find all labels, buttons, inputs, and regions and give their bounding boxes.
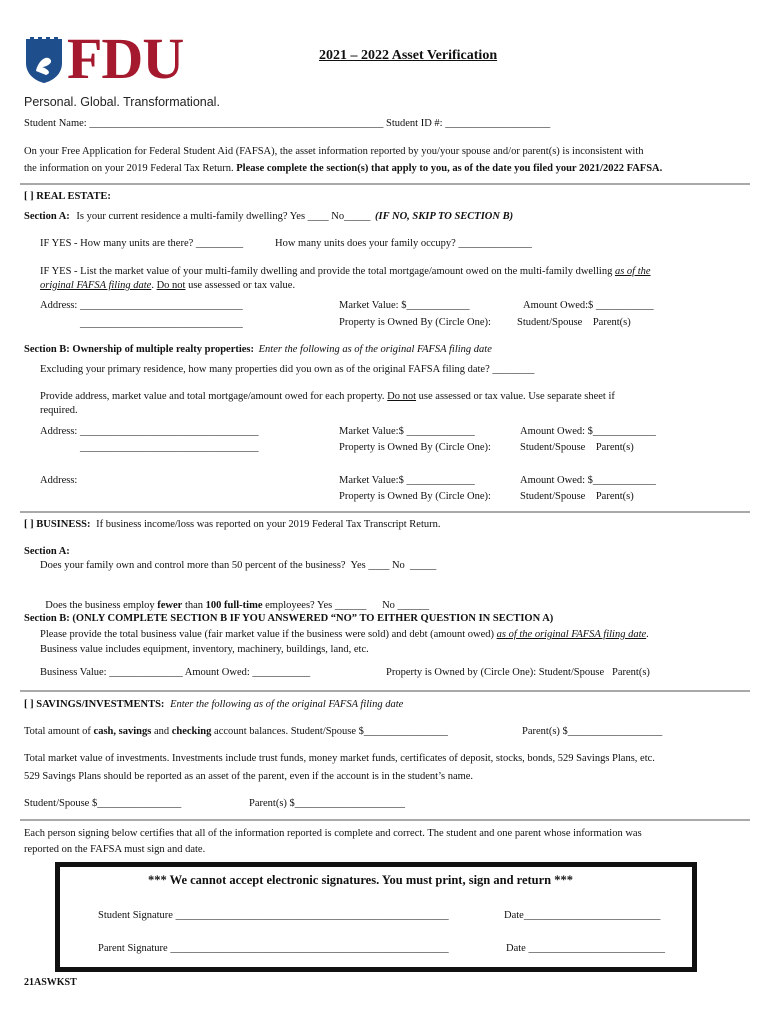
cash-savings-parent-field[interactable]: Parent(s) $__________________ (522, 726, 663, 737)
instruction-date-ref: as of the (614, 266, 651, 277)
property1-amount-owed-field[interactable]: Amount Owed: $____________ (520, 426, 656, 437)
provide-instruction-1 (40, 390, 615, 404)
property2-amount-owed-field[interactable]: Amount Owed: $____________ (520, 475, 656, 486)
business-heading-row (24, 518, 441, 532)
business-section-b-heading: Section B: (ONLY COMPLETE SECTION B IF YOU ANSWERED “NO” TO EITHER QUESTION IN SECTION A) (24, 613, 554, 624)
student-date-field[interactable]: Date__________________________ (504, 910, 661, 921)
business-value-instruction-2: Business value includes equipment, inventory, machinery, buildings, land, etc. (40, 644, 369, 655)
residence-owner-options[interactable]: Student/Spouse Parent(s) (517, 317, 631, 328)
fewer-emphasis: fewer (157, 600, 183, 612)
property2-market-value-field[interactable]: Market Value:$ _____________ (339, 475, 475, 486)
residence-market-value-field[interactable]: Market Value: $____________ (339, 300, 470, 311)
business-control-question[interactable]: Does your family own and control more than 50 percent of the business? Yes ____ No _____ (40, 560, 437, 571)
business-employee-question[interactable] (40, 585, 429, 613)
residence-owned-by-label: Property is Owned By (Circle One): (339, 317, 491, 328)
tagline: Personal. Global. Transformational. (24, 95, 220, 109)
units-total-field[interactable]: IF YES - How many units are there? _________ (40, 238, 244, 249)
real-estate-section-a (24, 210, 513, 224)
residence-address-field-2[interactable]: _______________________________ (80, 318, 243, 329)
intro-line-2 (24, 162, 662, 176)
investments-description-2: 529 Savings Plans should be reported as an asset of the parent, even if the account is in the student’s name. (24, 771, 474, 782)
property1-address-field[interactable]: Address: __________________________________ (40, 426, 259, 437)
multi-family-question[interactable]: Is your current residence a multi-family dwelling? Yes ____ No_____ (76, 211, 371, 222)
instruction-text: . (646, 629, 649, 640)
question-text: employees? Yes ______ No ______ (262, 600, 430, 612)
section-b-instruction: Enter the following as of the original FAFSA filing date (258, 344, 492, 355)
field-text: Total amount of (24, 726, 94, 737)
investments-description-1: Total market value of investments. Investments include trust funds, money market funds, certificates of deposit, stocks, bonds, 529 Savings Plans, etc. (24, 753, 655, 764)
business-heading-note: If business income/loss was reported on your 2019 Federal Tax Transcript Return. (96, 519, 441, 530)
do-not-emphasis: Do not (156, 280, 186, 291)
form-code: 21ASWKST (24, 977, 77, 988)
divider (20, 511, 750, 513)
instruction-text: use assessed or tax value. (185, 280, 296, 291)
parent-date-field[interactable]: Date __________________________ (506, 943, 665, 954)
parent-signature-field[interactable]: Parent Signature _____________________________________________________ (98, 943, 449, 954)
divider (20, 690, 750, 692)
full-time-emphasis: 100 full-time (205, 600, 263, 612)
divider (20, 819, 750, 821)
field-text: account balances. Student/Spouse $________________ (211, 726, 448, 737)
savings-heading[interactable]: [ ] SAVINGS/INVESTMENTS: (24, 699, 165, 710)
property-count-field[interactable]: Excluding your primary residence, how many properties did you own as of the original FAFSA filing date? ________ (40, 364, 535, 375)
market-value-instruction-2 (40, 279, 295, 293)
real-estate-heading[interactable]: [ ] REAL ESTATE: (24, 191, 111, 202)
student-signature-field[interactable]: Student Signature ____________________________________________________ (98, 910, 449, 921)
investments-student-field[interactable]: Student/Spouse $________________ (24, 798, 182, 809)
instruction-text: use assessed or tax value. Use separate sheet if (416, 391, 615, 402)
question-text: than (182, 600, 206, 612)
business-value-field[interactable]: Business Value: ______________ Amount Owed: ___________ (40, 667, 311, 678)
intro-instruction: Please complete the section(s) that apply to you, as of the date you filed your 2021/2022 FAFSA. (236, 163, 663, 174)
savings-instruction: Enter the following as of the original FAFSA filing date (170, 699, 404, 710)
student-name-field[interactable]: Student Name: ________________________________________________________ (24, 118, 384, 129)
units-occupied-field[interactable]: How many units does your family occupy? ______________ (275, 238, 532, 249)
checking-emphasis: checking (171, 726, 212, 737)
cash-savings-emphasis: cash, savings (93, 726, 152, 737)
field-text: and (151, 726, 172, 737)
instruction-text: Please provide the total business value (fair market value if the business were sold) and debt (amount owed) (40, 629, 497, 640)
investments-parent-field[interactable]: Parent(s) $_____________________ (249, 798, 406, 809)
market-value-instruction-1 (40, 265, 651, 279)
business-section-a-label: Section A: (24, 546, 70, 557)
residence-address-field[interactable]: Address: _______________________________ (40, 300, 243, 311)
intro-line-1: On your Free Application for Federal Student Aid (FAFSA), the asset information reported by you/your spouse and/or parent(s) is inconsistent with (24, 146, 644, 157)
instruction-text: IF YES - List the market value of your multi-family dwelling and provide the total mortgage/amount owed on the multi-family dwelling (40, 266, 615, 277)
property1-owner-options[interactable]: Student/Spouse Parent(s) (520, 442, 634, 453)
logo-wordmark: FDU (67, 26, 184, 91)
fdu-shield-logo-icon (24, 37, 64, 84)
instruction-text: . (151, 280, 157, 291)
property1-address-field-2[interactable]: __________________________________ (80, 442, 259, 453)
property1-owned-by-label: Property is Owned By (Circle One): (339, 442, 491, 453)
provide-instruction-2: required. (40, 405, 78, 416)
property2-owned-by-label: Property is Owned By (Circle One): (339, 491, 491, 502)
property2-owner-options[interactable]: Student/Spouse Parent(s) (520, 491, 634, 502)
residence-amount-owed-field[interactable]: Amount Owed:$ ___________ (523, 300, 654, 311)
skip-instruction: (IF NO, SKIP TO SECTION B) (375, 211, 514, 222)
student-id-field[interactable]: Student ID #: ____________________ (386, 118, 551, 129)
real-estate-section-b (24, 343, 492, 357)
section-a-label: Section A: (24, 211, 70, 222)
instruction-date-ref: as of the original FAFSA filing date (496, 629, 647, 640)
certification-line-2: reported on the FAFSA must sign and date. (24, 844, 206, 855)
page-title: 2021 – 2022 Asset Verification (319, 48, 498, 63)
cash-savings-field[interactable] (24, 725, 448, 739)
divider (20, 183, 750, 185)
do-not-emphasis: Do not (387, 391, 417, 402)
certification-line-1: Each person signing below certifies that all of the information reported is complete and correct. The student and one parent whose information was (24, 828, 642, 839)
business-owner-options[interactable]: Property is Owned by (Circle One): Student/Spouse Parent(s) (386, 667, 650, 678)
question-text: Does the business employ (45, 600, 158, 612)
instruction-text: Provide address, market value and total mortgage/amount owed for each property. (40, 391, 388, 402)
instruction-date-ref: original FAFSA filing date (40, 280, 152, 291)
property2-address-field[interactable]: Address: (40, 475, 78, 486)
property1-market-value-field[interactable]: Market Value:$ _____________ (339, 426, 475, 437)
intro-line-2-text: the information on your 2019 Federal Tax Return. (24, 163, 237, 174)
business-value-instruction-1 (40, 628, 649, 642)
signature-notice: *** We cannot accept electronic signatures. You must print, sign and return *** (148, 873, 574, 887)
section-b-label: Section B: Ownership of multiple realty properties: (24, 344, 255, 355)
savings-heading-row (24, 698, 403, 712)
business-heading[interactable]: [ ] BUSINESS: (24, 519, 91, 530)
